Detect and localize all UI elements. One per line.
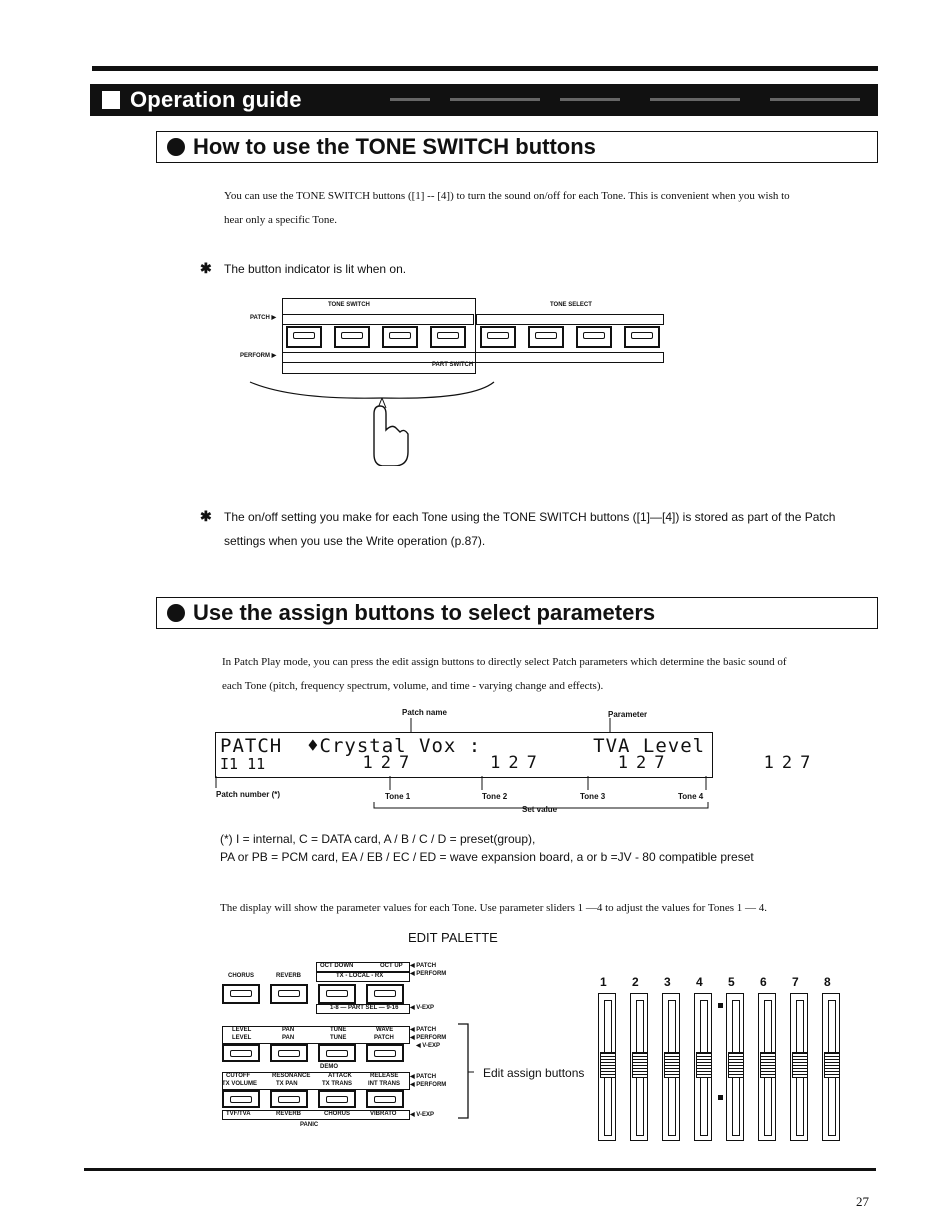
reverb-button[interactable]: [270, 984, 308, 1004]
display-paragraph: The display will show the parameter values for each Tone. Use parameter sliders 1 —4 to adjust the values for Tones 1 — 4.: [220, 902, 767, 914]
oct-down-button[interactable]: [318, 984, 356, 1004]
tone1-label: Tone 1: [385, 792, 411, 801]
lcd-display: PATCH ♦Crystal Vox : TVA Level I1 11 127 127 127 127: [215, 732, 713, 778]
bullet-icon: [167, 138, 185, 156]
top-rule: [92, 66, 878, 71]
bottom-rule: [84, 1168, 876, 1171]
release-button[interactable]: [366, 1090, 404, 1108]
parameter-label: Parameter: [608, 710, 648, 719]
assign-paragraph-line2: each Tone (pitch, frequency spectrum, volume, and time - varying change and effects).: [222, 680, 604, 692]
attack-button[interactable]: [318, 1090, 356, 1108]
asterisk-icon-2: ✱: [200, 508, 212, 524]
parameter-sliders: 1 2 3 4 5 6 7 8: [594, 975, 854, 1120]
set-value-label: Set value: [522, 805, 558, 814]
page-number: 27: [856, 1194, 869, 1209]
square-icon: [102, 91, 120, 109]
tone2-label: Tone 2: [482, 792, 508, 801]
tone4-label: Tone 4: [678, 792, 704, 801]
bullet-icon: [167, 604, 185, 622]
tone-switch-paragraph-line1: You can use the TONE SWITCH buttons ([1] -- [4]) to turn the sound on/off for each Tone. This is convenient when you wish to: [224, 190, 790, 202]
slider-6[interactable]: [758, 993, 776, 1141]
assign-heading: Use the assign buttons to select parameters: [156, 597, 878, 629]
slider-5[interactable]: [726, 993, 744, 1141]
chorus-button[interactable]: [222, 984, 260, 1004]
pan-button[interactable]: [270, 1044, 308, 1062]
section-title: Operation guide: [130, 87, 302, 112]
slider-1[interactable]: [598, 993, 616, 1141]
section-header: [90, 84, 878, 116]
slider-4[interactable]: [694, 993, 712, 1141]
patch-name-label: Patch name: [402, 708, 447, 717]
finger-pointer-icon: [232, 296, 672, 466]
assign-paragraph-line1: In Patch Play mode, you can press the edit assign buttons to directly select Patch parameters which determine the basic sound of: [222, 656, 787, 668]
slider-7[interactable]: [790, 993, 808, 1141]
slider-8[interactable]: [822, 993, 840, 1141]
edit-palette-title: EDIT PALETTE: [408, 930, 498, 945]
slider-3[interactable]: [662, 993, 680, 1141]
cutoff-button[interactable]: [222, 1090, 260, 1108]
tune-button[interactable]: [318, 1044, 356, 1062]
edit-palette-panel: CHORUS REVERB OCT DOWN OCT UP TX - LOCAL - RX ◀ PATCH ◀ PERFORM 1-8 — PART SEL — 9-16 ◀ V-EXP LEVEL PAN TUNE WAVE LEVEL PAN TUNE PATCH ◀ PATCH ◀ PERFORM ◀ V-EXP DEMO CUTOFF RESONANCE ATTACK RELEASE TX VOLUME TX PAN TX TRANS INT TRANS ◀ PATCH ◀ PERFORM TVF/TVA REVERB CHORUS VIBRATO ◀ V-EXP PANIC: [222, 963, 447, 1128]
patch-number-label: Patch number (*): [216, 790, 281, 799]
slider-2[interactable]: [630, 993, 648, 1141]
note-write-line1: The on/off setting you make for each Tone using the TONE SWITCH buttons ([1]—[4]) is stored as part of the Patch: [224, 510, 836, 524]
level-button[interactable]: [222, 1044, 260, 1062]
edit-assign-label: Edit assign buttons: [483, 1066, 585, 1080]
tone-switch-paragraph-line2: hear only a specific Tone.: [224, 214, 337, 226]
resonance-button[interactable]: [270, 1090, 308, 1108]
tone-switch-diagram: TONE SWITCH TONE SELECT PATCH ▶ PERFORM ▶ PART SWITCH: [232, 296, 672, 466]
tone-switch-heading: How to use the TONE SWITCH buttons: [156, 131, 878, 163]
tone3-label: Tone 3: [580, 792, 606, 801]
asterisk-icon: ✱: [200, 260, 212, 276]
footnote-line1: (*) I = internal, C = DATA card, A / B / C / D = preset(group),: [220, 832, 536, 846]
note-button-indicator: The button indicator is lit when on.: [224, 262, 407, 276]
note-write-line2: settings when you use the Write operation (p.87).: [224, 534, 486, 548]
wave-button[interactable]: [366, 1044, 404, 1062]
oct-up-button[interactable]: [366, 984, 404, 1004]
footnote-line2: PA or PB = PCM card, EA / EB / EC / ED = wave expansion board, a or b =JV - 80 compatible preset: [220, 850, 754, 864]
